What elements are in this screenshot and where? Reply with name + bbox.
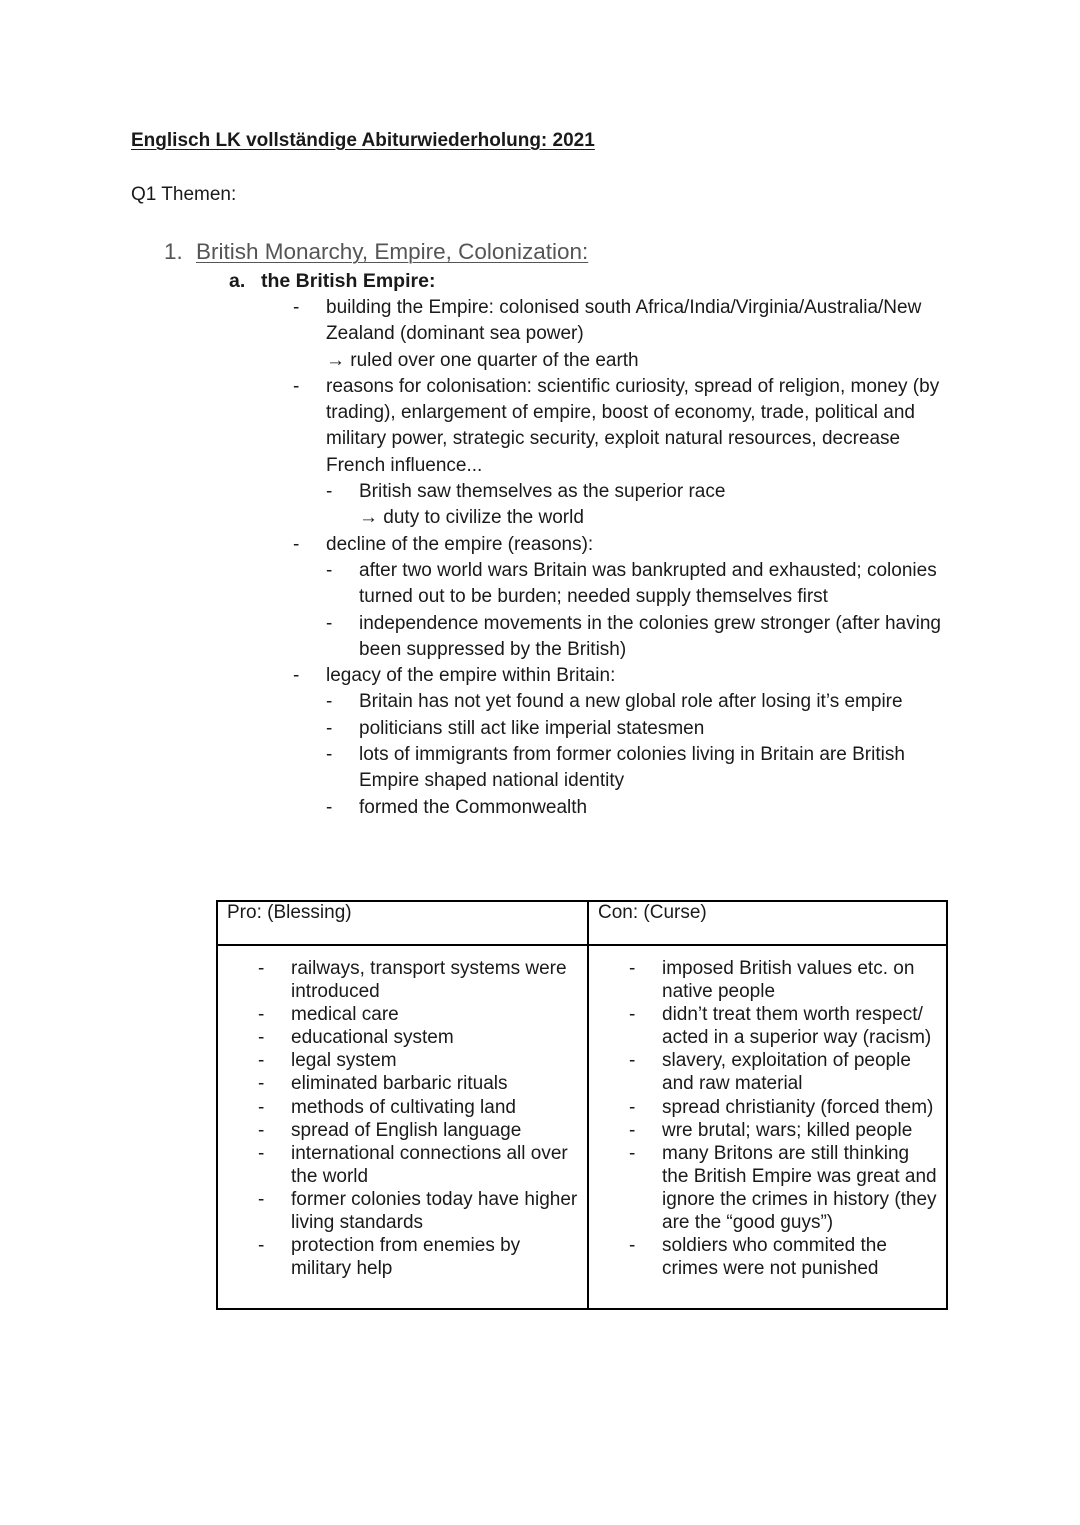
section-number: 1. [164,239,183,264]
bullet-dash: - [629,1119,636,1141]
bullet-text: building the Empire: colonised south Africa/India/Virginia/Australia/New Zealand (dominant sea power) [326,297,922,345]
sub-list [326,558,953,663]
bullet-dash: - [326,481,333,503]
bullet-list [293,295,953,821]
bullet-dash: - [258,1004,265,1026]
sub-list-item [326,689,953,715]
bullet-dash: - [258,1142,265,1164]
pro-item-text: legal system [291,1050,397,1072]
pro-item-text: methods of cultivating land [291,1096,516,1118]
bullet-dash: - [629,1142,636,1164]
bullet-dash: - [326,717,333,739]
bullet-dash: - [293,665,300,687]
pro-item-text: railways, transport systems were introduced [291,958,567,1003]
bullet-text: legacy of the empire within Britain: [326,665,616,687]
pro-item-text: educational system [291,1027,454,1049]
bullet-dash: - [258,1096,265,1118]
con-item-text: soldiers who commited the crimes were not punished [662,1235,887,1280]
sub-list-item [326,742,953,795]
subtitle: Q1 Themen: [131,184,237,205]
pro-item-text: former colonies today have higher living standards [291,1188,578,1234]
bullet-dash: - [258,1073,265,1095]
bullet-dash: - [326,796,333,818]
con-item-text: imposed British values etc. on native people [662,958,915,1003]
document-title: Englisch LK vollständige Abiturwiederholung: 2021 [131,130,595,151]
pro-item [218,1072,587,1095]
pro-cell [217,945,588,1309]
table-header-row [217,901,947,945]
bullet-dash: - [258,1235,265,1257]
con-item [589,1096,946,1119]
section-title: British Monarchy, Empire, Colonization: [196,239,589,264]
pro-item-text: eliminated barbaric rituals [291,1073,508,1095]
bullet-text: Britain has not yet found a new global role after losing it’s empire [359,691,903,713]
con-item-text: didn’t treat them worth respect/ acted in a superior way (racism) [662,1004,932,1049]
subsection-marker: a. [229,270,246,292]
list-item [293,532,953,663]
con-cell [588,945,947,1309]
pro-item [218,1049,587,1072]
bullet-text: British saw themselves as the superior race [359,481,726,503]
bullet-text: lots of immigrants from former colonies living in Britain are British Empire shaped national identity [359,744,905,792]
con-item-text: many Britons are still thinking the British Empire was great and ignore the crimes in history (they are the “good guys”) [662,1142,937,1234]
con-item-text: wre brutal; wars; killed people [662,1119,913,1141]
pro-item-text: spread of English language [291,1119,522,1141]
bullet-dash: - [258,1119,265,1141]
con-item [589,1003,946,1049]
con-list [589,957,946,1280]
table-body-row [217,945,947,1309]
pro-item-text: medical care [291,1004,399,1026]
section-heading [164,239,588,265]
pro-item-text: international connections all over the world [291,1142,568,1187]
bullet-dash: - [293,533,300,555]
sub-list-item [326,479,953,532]
bullet-dash: - [258,1188,265,1210]
bullet-text: independence movements in the colonies grew stronger (after having been suppressed by the British) [359,612,941,660]
sub-list-item [326,795,953,821]
bullet-text: formed the Commonwealth [359,796,588,818]
con-item [589,1119,946,1142]
bullet-dash: - [258,1027,265,1049]
con-item [589,1142,946,1234]
bullet-dash: - [293,375,300,397]
con-item [589,957,946,1003]
bullet-dash: - [258,958,265,979]
pro-item [218,1188,587,1234]
bullet-dash: - [326,559,333,581]
con-header: Con: (Curse) [588,901,947,945]
con-item [589,1234,946,1280]
sub-list-item [326,716,953,742]
pro-item [218,1119,587,1142]
pro-item [218,1003,587,1026]
bullet-dash: - [326,612,333,634]
bullet-continuation: → duty to civilize the world [359,507,584,529]
pro-item [218,1096,587,1119]
pro-header: Pro: (Blessing) [217,901,588,945]
pro-list [218,957,587,1280]
bullet-text: reasons for colonisation: scientific curiosity, spread of religion, money (by trading), enlargement of empire, boost of economy, trade, political and military power, strategic security, exploit natural resources, decrease French influence... [326,375,940,476]
bullet-dash: - [629,1096,636,1118]
pro-con-table [216,900,948,1310]
con-item-text: spread christianity (forced them) [662,1096,934,1118]
bullet-dash: - [326,691,333,713]
bullet-dash: - [293,297,300,318]
pro-item [218,1234,587,1280]
sub-list [326,689,953,820]
con-item-text: slavery, exploitation of people and raw material [662,1050,911,1095]
bullet-text: politicians still act like imperial statesmen [359,717,705,739]
pro-item [218,1026,587,1049]
bullet-dash: - [629,1235,636,1257]
bullet-dash: - [629,958,636,979]
bullet-text: decline of the empire (reasons): [326,533,594,555]
sub-list [326,479,953,532]
bullet-dash: - [326,744,333,766]
subsection-heading [229,270,435,293]
list-item [293,374,953,532]
list-item [293,295,953,374]
pro-item [218,1142,587,1188]
pro-item-text: protection from enemies by military help [291,1235,521,1280]
list-item [293,663,953,821]
pro-item [218,957,587,1003]
bullet-dash: - [629,1004,636,1026]
bullet-text: after two world wars Britain was bankrupted and exhausted; colonies turned out to be burden; needed supply themselves first [359,559,937,608]
subsection-title: the British Empire: [261,270,436,292]
sub-list-item [326,558,953,611]
sub-list-item [326,611,953,664]
bullet-dash: - [629,1050,636,1072]
bullet-dash: - [258,1050,265,1072]
bullet-continuation: → ruled over one quarter of the earth [326,349,639,371]
con-item [589,1049,946,1095]
